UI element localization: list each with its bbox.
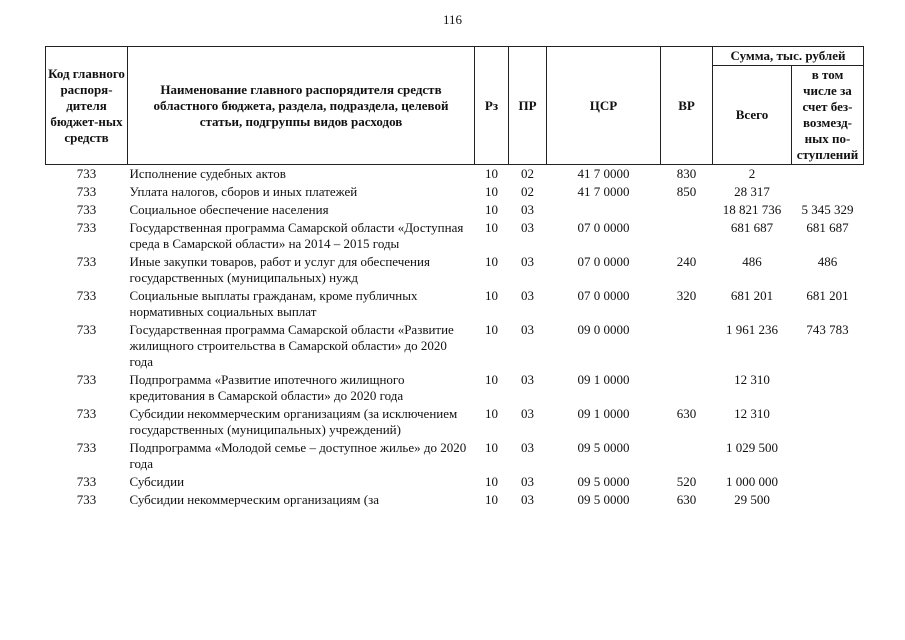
cell-rz: 10 bbox=[485, 322, 498, 337]
cell-total: 681 687 bbox=[730, 220, 774, 235]
cell-total: 28 317 bbox=[734, 184, 770, 199]
cell-vr: 520 bbox=[676, 474, 697, 489]
cell-pr: 03 bbox=[521, 492, 534, 507]
cell-code: 733 bbox=[76, 492, 97, 507]
cell-name: Исполнение судебных актов bbox=[129, 166, 286, 181]
cell-total: 18 821 736 bbox=[722, 202, 782, 217]
cell-code: 733 bbox=[76, 254, 97, 269]
table-row bbox=[46, 287, 864, 321]
cell-name: Государственная программа Самарской области «Доступная среда в Самарской области» на 2014 – 2015 годы bbox=[129, 220, 464, 251]
table-row bbox=[46, 473, 864, 491]
cell-rz: 10 bbox=[485, 184, 498, 199]
table-row bbox=[46, 201, 864, 219]
cell-vr: 240 bbox=[676, 254, 697, 269]
cell-csr: 09 1 0000 bbox=[577, 372, 630, 387]
cell-rz: 10 bbox=[485, 440, 498, 455]
cell-csr bbox=[547, 201, 661, 219]
cell-total: 681 201 bbox=[730, 288, 774, 303]
cell-csr: 09 5 0000 bbox=[577, 492, 630, 507]
table-header bbox=[46, 47, 864, 165]
cell-rz: 10 bbox=[485, 474, 498, 489]
cell-csr: 07 0 0000 bbox=[577, 288, 630, 303]
table-row bbox=[46, 165, 864, 184]
cell-free bbox=[792, 405, 864, 439]
header-code: Код главного распоря-дителя бюджет-ных средств bbox=[46, 47, 128, 165]
cell-free bbox=[792, 165, 864, 184]
cell-free: 681 201 bbox=[806, 288, 849, 303]
cell-name: Социальные выплаты гражданам, кроме публичных нормативных социальных выплат bbox=[129, 288, 418, 319]
cell-total: 12 310 bbox=[734, 372, 770, 387]
cell-vr bbox=[661, 439, 713, 473]
cell-vr bbox=[661, 201, 713, 219]
cell-free bbox=[792, 371, 864, 405]
cell-rz: 10 bbox=[485, 406, 498, 421]
table-row bbox=[46, 371, 864, 405]
cell-free bbox=[792, 473, 864, 491]
cell-code: 733 bbox=[76, 202, 97, 217]
cell-code: 733 bbox=[76, 440, 97, 455]
table-row bbox=[46, 405, 864, 439]
cell-pr: 03 bbox=[521, 406, 534, 421]
cell-total: 29 500 bbox=[734, 492, 770, 507]
cell-total: 1 029 500 bbox=[726, 440, 778, 455]
cell-name: Субсидии некоммерческим организациям (за bbox=[129, 492, 380, 507]
table-row bbox=[46, 253, 864, 287]
cell-pr: 03 bbox=[521, 322, 534, 337]
cell-vr bbox=[661, 321, 713, 371]
table-row bbox=[46, 491, 864, 509]
cell-vr: 320 bbox=[676, 288, 697, 303]
cell-name: Иные закупки товаров, работ и услуг для обеспечения государственных (муниципальных) нужд bbox=[129, 254, 430, 285]
cell-vr: 850 bbox=[676, 184, 697, 199]
cell-total: 12 310 bbox=[734, 406, 770, 421]
table-row bbox=[46, 321, 864, 371]
cell-csr: 09 1 0000 bbox=[577, 406, 630, 421]
cell-code: 733 bbox=[76, 184, 97, 199]
cell-rz: 10 bbox=[485, 202, 498, 217]
table-row bbox=[46, 183, 864, 201]
cell-pr: 03 bbox=[521, 288, 534, 303]
cell-pr: 03 bbox=[521, 254, 534, 269]
cell-csr: 07 0 0000 bbox=[577, 254, 630, 269]
table-row bbox=[46, 219, 864, 253]
cell-pr: 02 bbox=[521, 166, 534, 181]
cell-rz: 10 bbox=[485, 166, 498, 181]
cell-vr: 830 bbox=[676, 166, 697, 181]
cell-name: Уплата налогов, сборов и иных платежей bbox=[129, 184, 358, 199]
cell-pr: 03 bbox=[521, 474, 534, 489]
header-csr: ЦСР bbox=[547, 47, 661, 165]
cell-rz: 10 bbox=[485, 220, 498, 235]
cell-free: 5 345 329 bbox=[801, 202, 854, 217]
cell-pr: 03 bbox=[521, 220, 534, 235]
cell-pr: 03 bbox=[521, 372, 534, 387]
page-number: 116 bbox=[442, 12, 463, 27]
cell-free: 743 783 bbox=[806, 322, 849, 337]
budget-table bbox=[45, 46, 864, 509]
cell-csr: 09 5 0000 bbox=[577, 474, 630, 489]
cell-name: Государственная программа Самарской области «Развитие жилищного строительства в Самарской области» до 2020 года bbox=[129, 322, 454, 369]
cell-code: 733 bbox=[76, 220, 97, 235]
cell-csr: 41 7 0000 bbox=[577, 184, 630, 199]
header-rz: Рз bbox=[475, 47, 509, 165]
cell-vr bbox=[661, 219, 713, 253]
table-row bbox=[46, 439, 864, 473]
cell-vr: 630 bbox=[676, 406, 697, 421]
cell-total: 2 bbox=[748, 166, 756, 181]
cell-rz: 10 bbox=[485, 254, 498, 269]
cell-code: 733 bbox=[76, 372, 97, 387]
cell-free bbox=[792, 183, 864, 201]
cell-vr bbox=[661, 371, 713, 405]
cell-rz: 10 bbox=[485, 492, 498, 507]
cell-name: Социальное обеспечение населения bbox=[129, 202, 329, 217]
table-body bbox=[46, 165, 864, 510]
cell-name: Субсидии bbox=[129, 474, 185, 489]
cell-total: 486 bbox=[742, 254, 762, 269]
cell-pr: 02 bbox=[521, 184, 534, 199]
header-name: Наименование главного распорядителя средств областного бюджета, раздела, подраздела, целевой статьи, подгруппы видов расходов bbox=[128, 47, 475, 165]
cell-vr: 630 bbox=[676, 492, 697, 507]
cell-pr: 03 bbox=[521, 202, 534, 217]
cell-rz: 10 bbox=[485, 288, 498, 303]
cell-free: 486 bbox=[817, 254, 838, 269]
header-pr: ПР bbox=[509, 47, 547, 165]
cell-name: Подпрограмма «Развитие ипотечного жилищного кредитования в Самарской области» до 2020 года bbox=[129, 372, 405, 403]
cell-csr: 41 7 0000 bbox=[577, 166, 630, 181]
cell-total: 1 000 000 bbox=[726, 474, 778, 489]
cell-free bbox=[792, 491, 864, 509]
cell-name: Подпрограмма «Молодой семье – доступное жилье» до 2020 года bbox=[129, 440, 467, 471]
header-vr: ВР bbox=[661, 47, 713, 165]
cell-code: 733 bbox=[76, 406, 97, 421]
cell-rz: 10 bbox=[485, 372, 498, 387]
cell-csr: 09 0 0000 bbox=[577, 322, 630, 337]
cell-free: 681 687 bbox=[806, 220, 849, 235]
cell-code: 733 bbox=[76, 288, 97, 303]
cell-code: 733 bbox=[76, 166, 97, 181]
cell-csr: 09 5 0000 bbox=[577, 440, 630, 455]
cell-free bbox=[792, 439, 864, 473]
cell-code: 733 bbox=[76, 322, 97, 337]
header-sum: Сумма, тыс. рублей bbox=[713, 47, 864, 66]
cell-code: 733 bbox=[76, 474, 97, 489]
header-free: в том числе за счет без-возмезд-ных по-ступлений bbox=[792, 66, 864, 165]
cell-pr: 03 bbox=[521, 440, 534, 455]
cell-csr: 07 0 0000 bbox=[577, 220, 630, 235]
header-total: Всего bbox=[713, 66, 792, 165]
cell-name: Субсидии некоммерческим организациям (за исключением государственных (муниципальных) учреждений) bbox=[129, 406, 458, 437]
cell-total: 1 961 236 bbox=[726, 322, 778, 337]
